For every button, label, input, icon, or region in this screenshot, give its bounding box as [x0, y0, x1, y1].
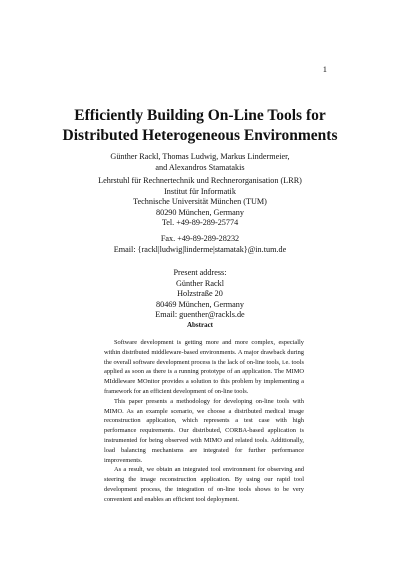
present-address-label: Present address: [173, 268, 227, 277]
abstract-paragraph: As a result, we obtain an integrated tool environment for observing and steering the image reconstruction application. By using our rapid tool development process, the integration of on-line tools shows to be very convenient and enables an efficient tool deployment. [104, 466, 304, 503]
paper-title [0, 106, 400, 146]
present-address [0, 268, 400, 321]
page-number: 1 [322, 64, 327, 74]
affiliation-line: Technische Universität München (TUM) [133, 197, 267, 207]
present-address-line: Günther Rackl [176, 278, 224, 288]
affiliation-line: Lehrstuhl für Rechnertechnik und Rechnerorganisation (LRR) [98, 176, 302, 185]
abstract-paragraph: This paper presents a methodology for developing on-line tools with MIMO. As an example scenario, we choose a distributed medical image reconstruction application, which represents a test case with high performance requirements. Our distributed, CORBA-based application is instrumented for being observed with MIMO and related tools. Additionally, load balancing mechanisms are integrated for further performance improvements. [104, 397, 304, 464]
present-address-line: Email: guenther@rackls.de [155, 310, 245, 320]
fax-line: Fax. +49-89-289-28232 [160, 234, 240, 243]
affiliation [0, 176, 400, 229]
author-list [0, 152, 400, 173]
affiliation-line: Tel. +49-89-289-25774 [161, 218, 239, 228]
present-address-line: 80469 München, Germany [156, 299, 244, 309]
abstract-paragraph: Software development is getting more and more complex, especially within distributed middleware-based environments. A major drawback during the overall software development process is the lack of on-line tools, i.e. tools applied as soon as there is a running prototype of an application. The MIMO MIddleware MOnitor provides a solution to this problem by implementing a framework for an efficient development of on-line tools. [104, 339, 304, 395]
contact-info [0, 234, 400, 255]
author-line: and Alexandros Stamatakis [155, 162, 245, 172]
abstract-body [104, 338, 304, 505]
email-line: Email: {rackl|ludwig|linderme|stamatak}@in.tum.de [113, 244, 287, 254]
affiliation-line: Institut für Informatik [164, 186, 236, 196]
author-line: Günther Rackl, Thomas Ludwig, Markus Lindermeier, [110, 152, 290, 161]
title-line: Distributed Heterogeneous Environments [62, 127, 338, 144]
title-line: Efficiently Building On-Line Tools for [74, 107, 326, 124]
present-address-line: Holzstraße 20 [177, 289, 223, 299]
abstract-heading: Abstract [186, 321, 214, 329]
affiliation-line: 80290 München, Germany [156, 207, 244, 217]
